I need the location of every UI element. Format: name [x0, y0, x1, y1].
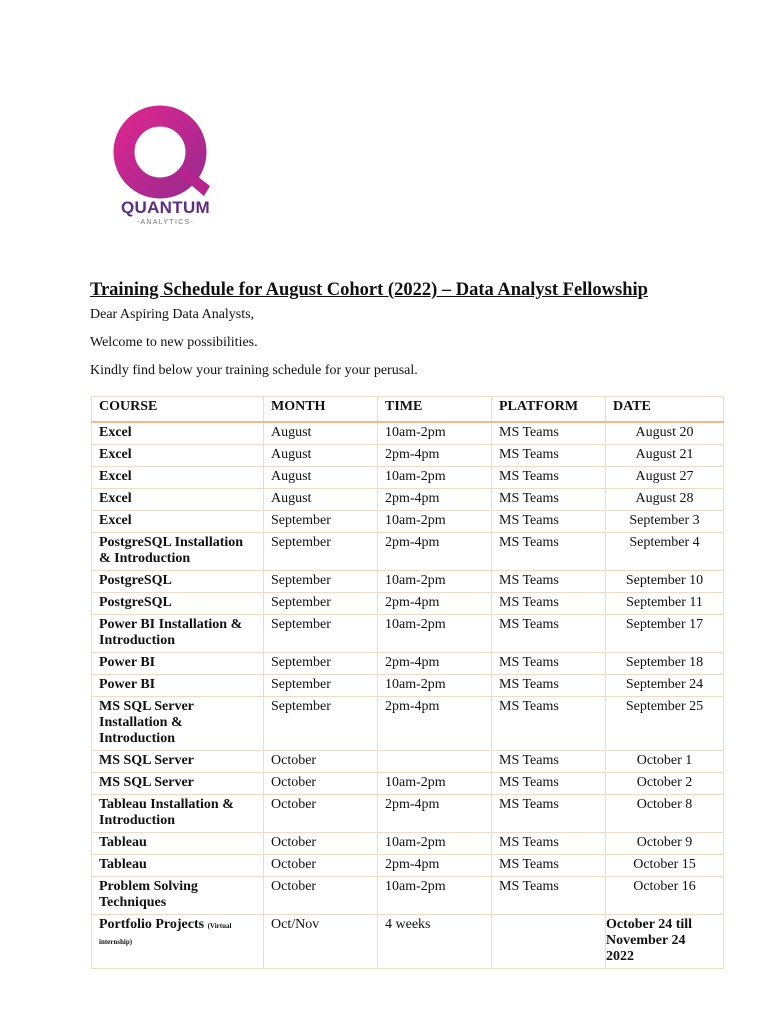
cell-date: October 1 [606, 751, 724, 773]
cell-platform: MS Teams [492, 571, 606, 593]
cell-course: Power BI [92, 653, 264, 675]
table-row [92, 571, 724, 593]
logo-subtitle: -ANALYTICS- [136, 219, 195, 226]
cell-course: Tableau [92, 833, 264, 855]
table-row [92, 675, 724, 697]
table-row [92, 833, 724, 855]
cell-month: September [264, 511, 378, 533]
cell-month: September [264, 697, 378, 751]
cell-month: September [264, 593, 378, 615]
cell-platform: MS Teams [492, 533, 606, 571]
cell-month: September [264, 615, 378, 653]
cell-date: September 18 [606, 653, 724, 675]
cell-date: September 24 [606, 675, 724, 697]
cell-time: 2pm-4pm [378, 445, 492, 467]
cell-time [378, 751, 492, 773]
cell-course: Power BI Installation & Introduction [92, 615, 264, 653]
cell-platform [492, 915, 606, 969]
cell-date: September 10 [606, 571, 724, 593]
table-row [92, 855, 724, 877]
cell-month: September [264, 571, 378, 593]
cell-course: PostgreSQL [92, 593, 264, 615]
cell-platform: MS Teams [492, 855, 606, 877]
cell-date: October 2 [606, 773, 724, 795]
cell-platform: MS Teams [492, 445, 606, 467]
cell-platform: MS Teams [492, 751, 606, 773]
cell-month: August [264, 422, 378, 445]
cell-time: 2pm-4pm [378, 533, 492, 571]
cell-course: MS SQL Server [92, 751, 264, 773]
table-row [92, 795, 724, 833]
cell-platform: MS Teams [492, 467, 606, 489]
cell-time: 2pm-4pm [378, 855, 492, 877]
header-platform: PLATFORM [492, 397, 606, 423]
cell-course: MS SQL Server Installation & Introduction [92, 697, 264, 751]
intro-text: Kindly find below your training schedule for your perusal. [90, 363, 418, 378]
cell-time: 10am-2pm [378, 571, 492, 593]
cell-month: October [264, 751, 378, 773]
cell-time: 2pm-4pm [378, 593, 492, 615]
header-course: COURSE [92, 397, 264, 423]
table-row [92, 773, 724, 795]
cell-date: October 8 [606, 795, 724, 833]
cell-time: 10am-2pm [378, 833, 492, 855]
cell-month: October [264, 855, 378, 877]
greeting-text: Dear Aspiring Data Analysts, [90, 307, 255, 322]
cell-date: August 20 [606, 422, 724, 445]
cell-month: September [264, 533, 378, 571]
cell-course: Excel [92, 467, 264, 489]
cell-platform: MS Teams [492, 489, 606, 511]
schedule-header-row [92, 397, 724, 423]
cell-course: Excel [92, 422, 264, 445]
q-logo-icon [108, 104, 223, 200]
cell-date: September 3 [606, 511, 724, 533]
logo-wordmark: QUANTUM [121, 198, 210, 217]
cell-course: Excel [92, 511, 264, 533]
table-row-last [92, 915, 724, 969]
table-row [92, 653, 724, 675]
cell-month: October [264, 795, 378, 833]
cell-month: Oct/Nov [264, 915, 378, 969]
header-time: TIME [378, 397, 492, 423]
table-row [92, 467, 724, 489]
cell-month: August [264, 489, 378, 511]
cell-date: September 25 [606, 697, 724, 751]
cell-platform: MS Teams [492, 773, 606, 795]
cell-course: Tableau Installation & Introduction [92, 795, 264, 833]
table-row [92, 422, 724, 445]
cell-course: Tableau [92, 855, 264, 877]
schedule-table [91, 396, 724, 969]
cell-course: Excel [92, 445, 264, 467]
cell-course: PostgreSQL [92, 571, 264, 593]
header-date: DATE [606, 397, 724, 423]
header-month: MONTH [264, 397, 378, 423]
cell-course: Problem Solving Techniques [92, 877, 264, 915]
course-note-2: internship) [99, 938, 133, 946]
cell-platform: MS Teams [492, 615, 606, 653]
cell-platform: MS Teams [492, 593, 606, 615]
cell-date: October 24 till November 24 2022 [606, 915, 724, 969]
cell-course: Power BI [92, 675, 264, 697]
cell-month: August [264, 467, 378, 489]
cell-time: 4 weeks [378, 915, 492, 969]
page-title: Training Schedule for August Cohort (2022) – Data Analyst Fellowship [90, 280, 648, 300]
cell-platform: MS Teams [492, 653, 606, 675]
cell-course: Excel [92, 489, 264, 511]
table-row [92, 697, 724, 751]
cell-course: MS SQL Server [92, 773, 264, 795]
cell-date: August 28 [606, 489, 724, 511]
cell-date: August 27 [606, 467, 724, 489]
cell-time: 10am-2pm [378, 877, 492, 915]
cell-time: 10am-2pm [378, 615, 492, 653]
cell-time: 2pm-4pm [378, 489, 492, 511]
quantum-analytics-logo [108, 104, 223, 232]
cell-month: August [264, 445, 378, 467]
table-row [92, 615, 724, 653]
table-row [92, 489, 724, 511]
course-note: (Virtual [207, 922, 232, 930]
cell-month: September [264, 653, 378, 675]
cell-platform: MS Teams [492, 795, 606, 833]
cell-month: September [264, 675, 378, 697]
cell-platform: MS Teams [492, 422, 606, 445]
welcome-text: Welcome to new possibilities. [90, 335, 258, 350]
cell-month: October [264, 833, 378, 855]
course-name: Portfolio Projects [99, 917, 205, 932]
cell-time: 10am-2pm [378, 422, 492, 445]
table-row [92, 593, 724, 615]
cell-time: 10am-2pm [378, 773, 492, 795]
table-row [92, 533, 724, 571]
table-row [92, 751, 724, 773]
cell-time: 10am-2pm [378, 675, 492, 697]
cell-date: September 11 [606, 593, 724, 615]
cell-platform: MS Teams [492, 833, 606, 855]
cell-time: 2pm-4pm [378, 653, 492, 675]
cell-course: PostgreSQL Installation & Introduction [92, 533, 264, 571]
cell-date: October 15 [606, 855, 724, 877]
cell-date: September 4 [606, 533, 724, 571]
cell-month: October [264, 773, 378, 795]
cell-date: October 16 [606, 877, 724, 915]
table-row [92, 511, 724, 533]
cell-date: September 17 [606, 615, 724, 653]
cell-platform: MS Teams [492, 697, 606, 751]
cell-date: October 9 [606, 833, 724, 855]
cell-platform: MS Teams [492, 675, 606, 697]
schedule-body [92, 422, 724, 969]
cell-time: 10am-2pm [378, 467, 492, 489]
table-row [92, 877, 724, 915]
cell-course [92, 915, 264, 969]
cell-platform: MS Teams [492, 511, 606, 533]
cell-time: 10am-2pm [378, 511, 492, 533]
cell-time: 2pm-4pm [378, 697, 492, 751]
cell-platform: MS Teams [492, 877, 606, 915]
cell-time: 2pm-4pm [378, 795, 492, 833]
cell-date: August 21 [606, 445, 724, 467]
cell-month: October [264, 877, 378, 915]
table-row [92, 445, 724, 467]
